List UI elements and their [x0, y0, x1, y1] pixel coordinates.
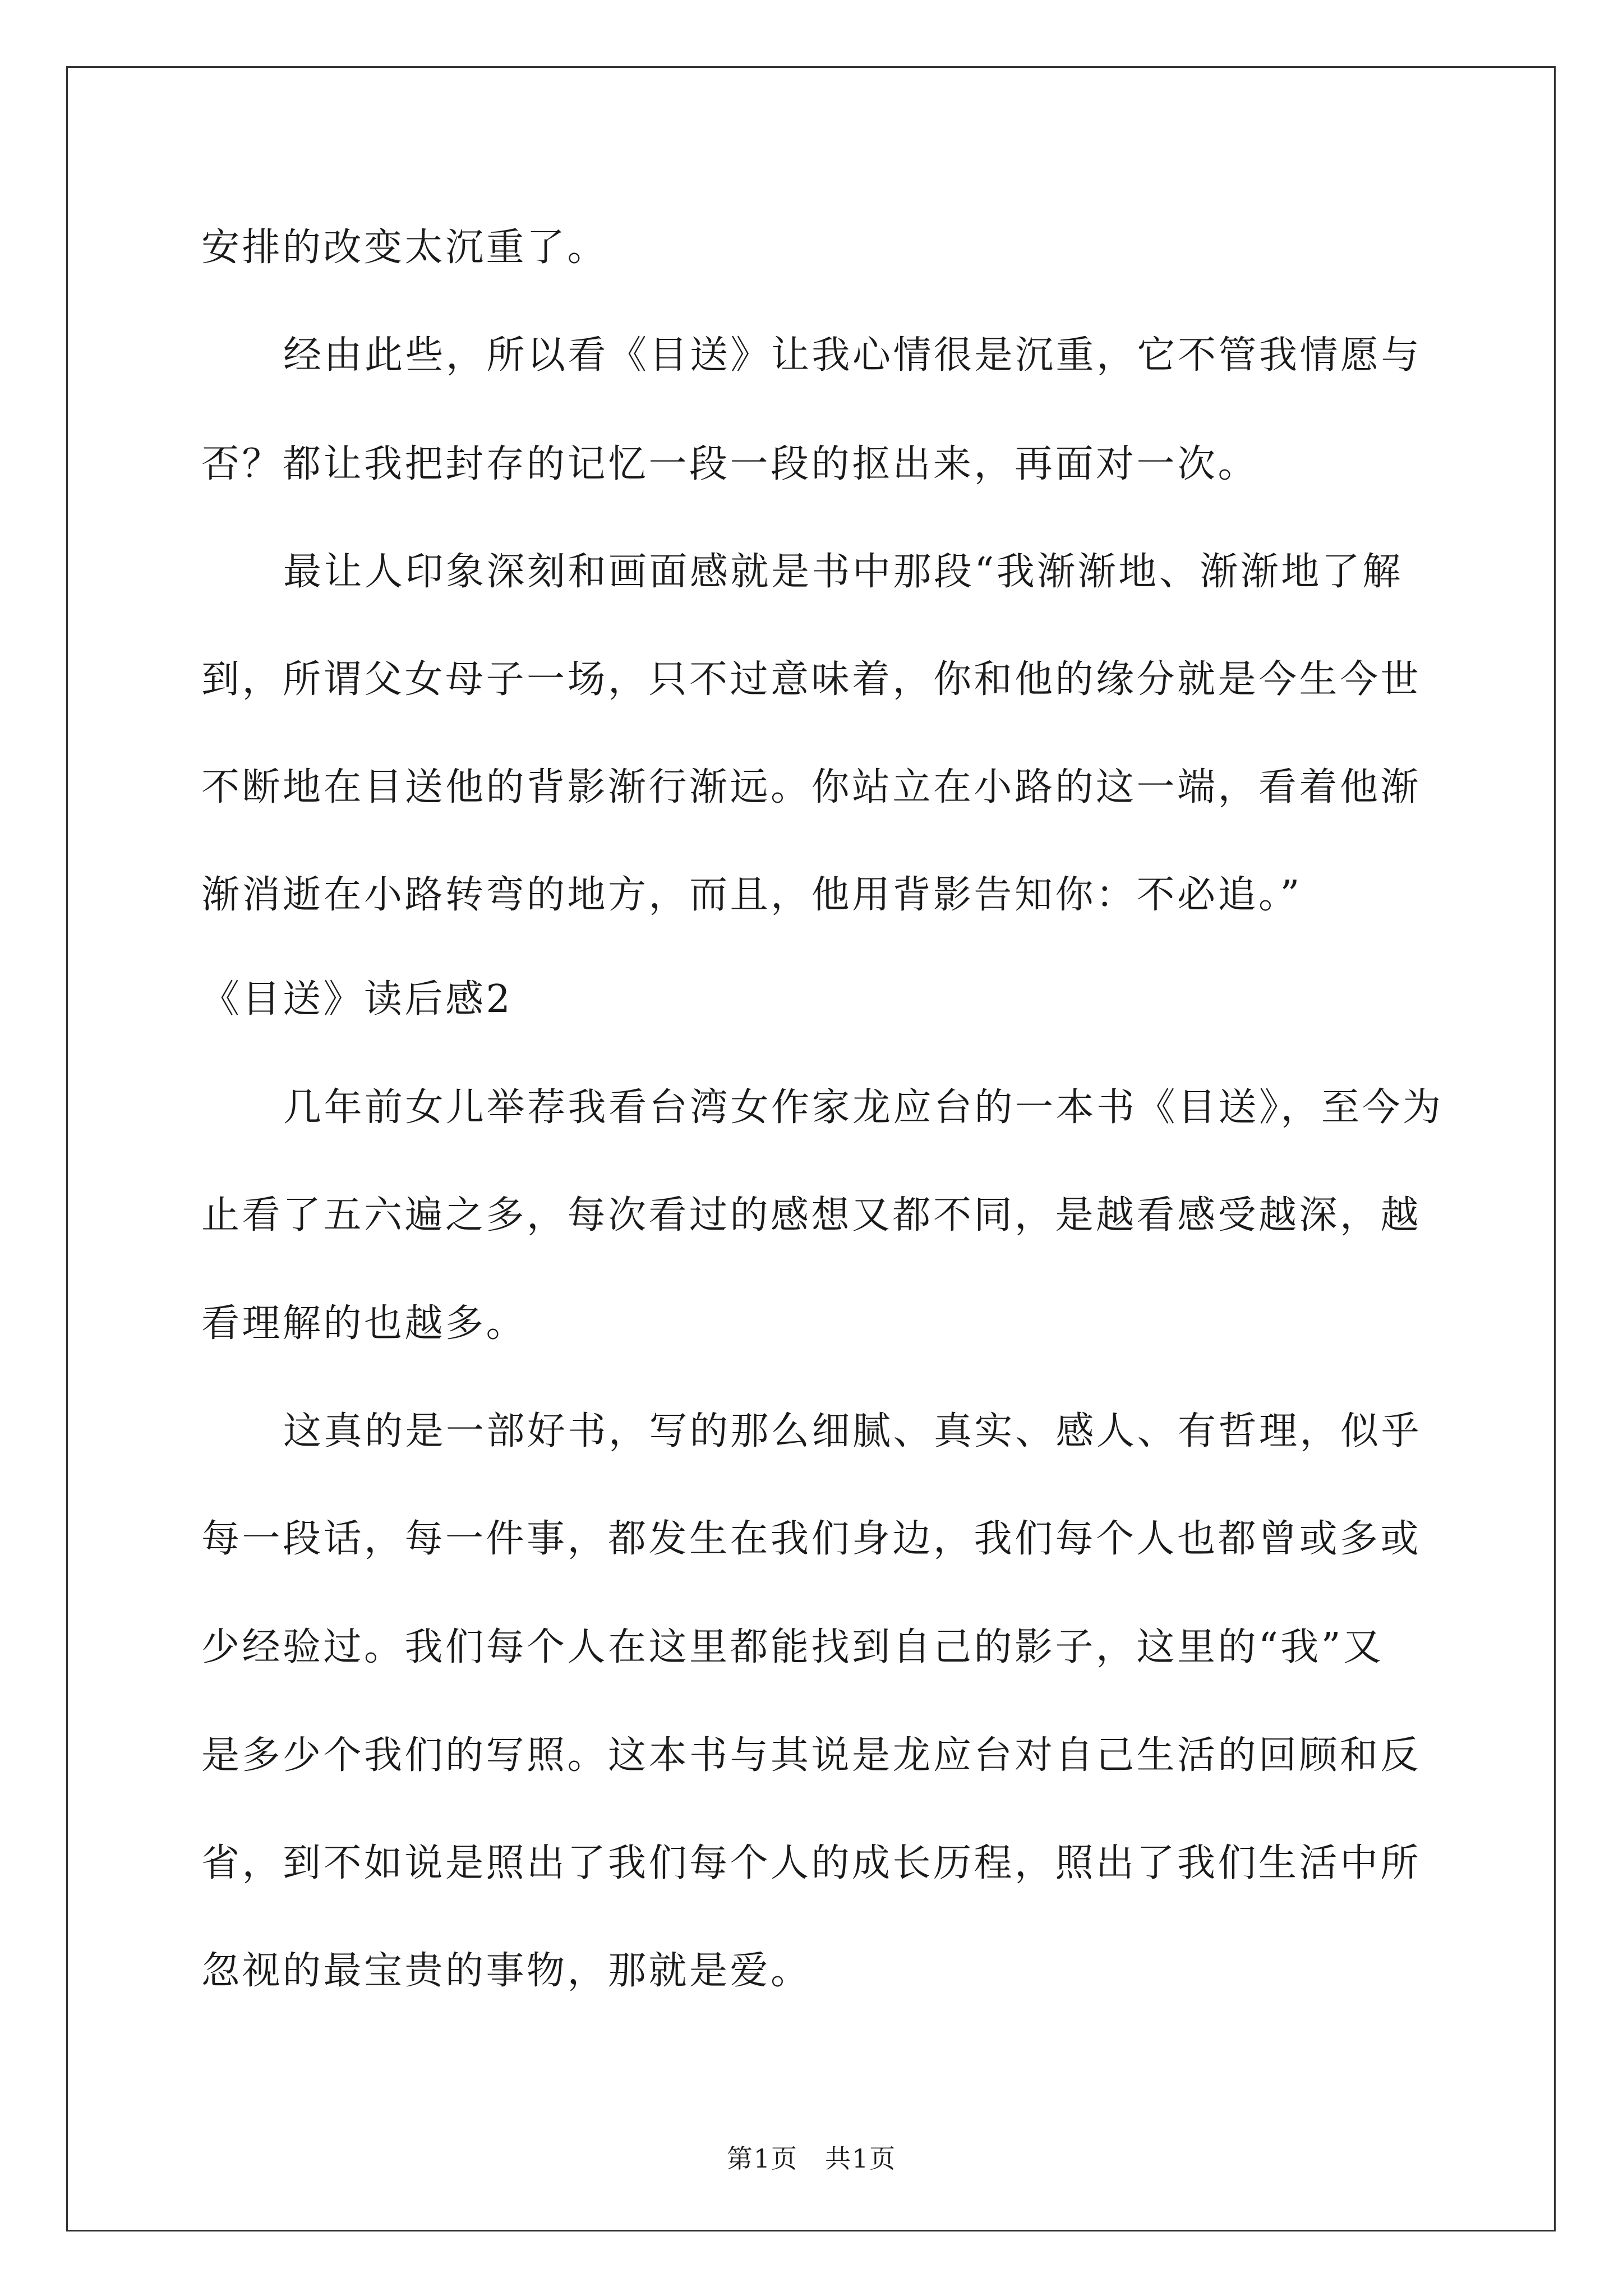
paragraph-start: 最让人印象深刻和画面感就是书中那段“我渐渐地、渐渐地了解 [283, 550, 1403, 594]
text-line: 安排的改变太沉重了。 [201, 226, 608, 270]
page-number-footer: 第1页 共1页 [726, 2143, 897, 2174]
text-line: 忽视的最宝贵的事物，那就是爱。 [201, 1949, 811, 1993]
section-heading: 《目送》读后感2 [201, 977, 513, 1022]
text-line: 渐消逝在小路转弯的地方，而且，他用背影告知你：不必追。” [201, 873, 1302, 917]
paragraph-start: 这真的是一部好书，写的那么细腻、真实、感人、有哲理，似乎 [283, 1409, 1422, 1453]
text-line: 少经验过。我们每个人在这里都能找到自己的影子，这里的“我”又 [201, 1625, 1384, 1669]
text-line: 到，所谓父女母子一场，只不过意味着，你和他的缘分就是今生今世 [201, 657, 1422, 702]
text-line: 否？都让我把封存的记忆一段一段的抠出来，再面对一次。 [201, 442, 1259, 486]
text-line: 省，到不如说是照出了我们每个人的成长历程，照出了我们生活中所 [201, 1841, 1422, 1885]
text-line: 不断地在目送他的背影渐行渐远。你站立在小路的这一端，看着他渐 [201, 765, 1422, 809]
text-line: 是多少个我们的写照。这本书与其说是龙应台对自己生活的回顾和反 [201, 1733, 1422, 1778]
text-line: 看理解的也越多。 [201, 1301, 527, 1346]
text-line: 止看了五六遍之多，每次看过的感想又都不同，是越看感受越深，越 [201, 1193, 1422, 1237]
page-border [66, 66, 1556, 2231]
paragraph-start: 经由此些，所以看《目送》让我心情很是沉重，它不管我情愿与 [283, 333, 1422, 378]
text-line: 每一段话，每一件事，都发生在我们身边，我们每个人也都曾或多或 [201, 1517, 1422, 1561]
paragraph-start: 几年前女儿举荐我看台湾女作家龙应台的一本书《目送》，至今为 [283, 1085, 1444, 1130]
